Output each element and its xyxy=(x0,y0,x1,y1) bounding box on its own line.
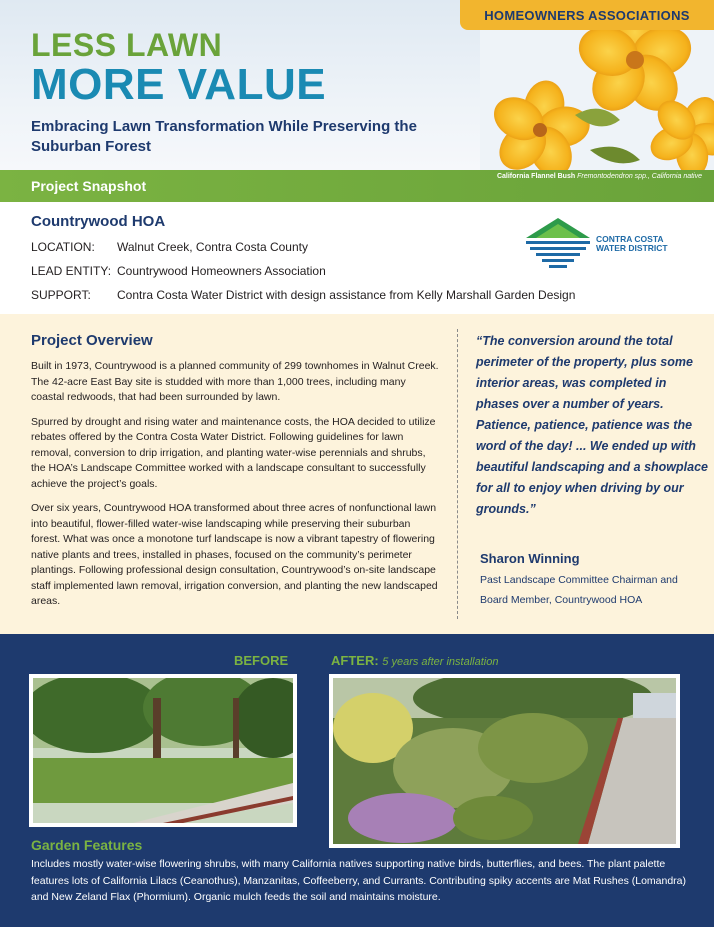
after-label xyxy=(331,653,498,668)
detail-label: SUPPORT: xyxy=(31,288,91,302)
before-photo xyxy=(29,674,297,827)
divider xyxy=(457,329,458,619)
overview-paragraph: Over six years, Countrywood HOA transformed about three acres of nonfunctional lawn into beautiful, flower-filled water-wise landscaping while preserving their suburban forest. What was once a monotone turf landscape is now a vibrant tapestry of flowering native plants and trees, installed in phases, focused on the community’s perimeter plantings. Following professional design consultation, Countrywood’s on-site landscape staff implemented lawn removal, irrigation conversion, and planting the new landscaped areas. xyxy=(31,502,438,607)
detail-value: Contra Costa Water District with design assistance from Kelly Marshall Garden Design xyxy=(117,288,576,302)
caption-scientific-name: Fremontodendron spp., California native xyxy=(577,173,702,180)
snapshot-title: Project Snapshot xyxy=(31,178,147,194)
flannel-bush-photo xyxy=(480,20,714,170)
title-line-1: LESS LAWN xyxy=(31,27,223,63)
snapshot-bar xyxy=(0,170,714,202)
photo-caption xyxy=(497,173,702,180)
category-tab: HOMEOWNERS ASSOCIATIONS xyxy=(460,0,714,30)
before-label: BEFORE xyxy=(234,653,289,668)
detail-row-location xyxy=(31,240,308,254)
ccwd-logo-text xyxy=(596,235,668,253)
hoa-name: Countrywood HOA xyxy=(31,213,166,230)
detail-value: Countrywood Homeowners Association xyxy=(117,264,326,278)
after-photo xyxy=(329,674,680,848)
features-title: Garden Features xyxy=(31,837,143,853)
pull-quote: “The conversion around the total perimeter of the property, plus some interior areas, was completed in phases over a number of years. Patience, patience, patience was the word of the day! ... We ended up with beautiful landscaping and a showplace for all to enjoy when driving by our grounds.” xyxy=(476,334,708,516)
logo-line-2: WATER DISTRICT xyxy=(596,243,668,253)
after-note: 5 years after installation xyxy=(382,656,499,668)
caption-common-name: California Flannel Bush xyxy=(496,173,576,180)
quote-author-role: Past Landscape Committee Chairman and Board Member, Countrywood HOA xyxy=(480,574,678,606)
subtitle: Embracing Lawn Transformation While Preserving the Suburban Forest xyxy=(31,118,417,155)
overview-paragraph: Spurred by drought and rising water and maintenance costs, the HOA decided to utilize rebates offered by the Contra Costa Water District. Following guidelines for lawn removal, conversion to drip irrigation, and planting water-wise perennials and shrubs, the HOA’s Landscape Committee worked with a landscape consultant to successfully achieve the project’s goals. xyxy=(31,415,436,490)
detail-row-support xyxy=(31,288,575,302)
title-line-2: MORE VALUE xyxy=(31,60,327,109)
detail-value: Walnut Creek, Contra Costa County xyxy=(117,240,308,254)
gallery-section xyxy=(0,634,714,927)
detail-label: LEAD ENTITY: xyxy=(31,264,112,278)
overview-section xyxy=(0,314,714,634)
after-garden-image xyxy=(333,678,676,844)
logo-line-1: CONTRA COSTA xyxy=(596,234,664,244)
features-body: Includes mostly water-wise flowering shrubs, with many California natives supporting native birds, butterflies, and bees. The plant palette features lots of California Lilacs (Ceanothus), Manzanitas, Coffeeberry, and Currants. Contributing spiky accents are Mat Rushes (Lomandra) and New Zeland Flax (Phormium). Organic mulch feeds the soil and maintains moisture. xyxy=(31,858,687,903)
after-label-text: AFTER: xyxy=(331,653,379,668)
detail-row-lead-entity xyxy=(31,264,326,278)
overview-body xyxy=(31,359,441,619)
header xyxy=(0,0,714,170)
overview-paragraph: Built in 1973, Countrywood is a planned community of 299 townhomes in Walnut Creek. The 42-acre East Bay site is studded with more than 1,000 trees, including many coastal redwoods, that had been surrounded by lawn. xyxy=(31,360,439,403)
detail-label: LOCATION: xyxy=(31,240,95,254)
overview-title: Project Overview xyxy=(31,332,153,349)
before-lawn-image xyxy=(33,678,293,823)
quote-author: Sharon Winning xyxy=(480,551,580,566)
